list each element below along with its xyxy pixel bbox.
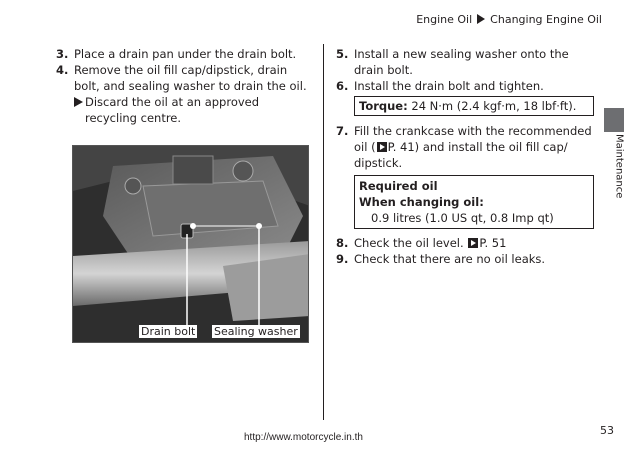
oil-level-page-reference[interactable]: P. 51 — [479, 236, 507, 250]
triangle-right-icon — [477, 14, 485, 24]
drain-bolt-photo — [72, 145, 309, 343]
step-7: 7. Fill the crankcase with the recommended oil ( P. 41) and install the oil fill cap/ dipstick. — [336, 124, 592, 170]
section-tab-label: Maintenance — [613, 134, 625, 199]
header-section: Engine Oil — [416, 13, 473, 26]
header-topic: Changing Engine Oil — [490, 13, 602, 26]
page-reference-icon — [468, 238, 478, 248]
torque-value: 24 N·m (2.4 kgf·m, 18 lbf·ft). — [411, 99, 577, 113]
column-divider — [323, 44, 324, 420]
step-6: 6. Install the drain bolt and tighten. — [336, 79, 544, 93]
page-number: 53 — [600, 424, 614, 437]
right-column — [336, 46, 594, 267]
left-column — [56, 46, 314, 126]
page-reference-icon — [377, 142, 387, 152]
triangle-right-icon — [74, 97, 83, 107]
when-changing-heading: When changing oil: — [359, 195, 484, 209]
engine-illustration — [73, 146, 309, 343]
page-header — [416, 13, 602, 26]
step-3: 3. Place a drain pan under the drain bolt. — [56, 47, 297, 61]
required-oil-value: 0.9 litres (1.0 US qt, 0.8 Imp qt) — [371, 211, 554, 225]
required-oil-box — [354, 175, 594, 229]
required-oil-heading: Required oil — [359, 179, 438, 193]
disposal-note: Discard the oil at an approved recycling centre. — [56, 94, 314, 126]
torque-label: Torque: — [359, 99, 408, 113]
sealing-washer-label: Sealing washer — [214, 325, 298, 338]
footer-url[interactable]: http://www.motorcycle.in.th — [244, 432, 363, 443]
step-8: 8. Check the oil level. P. 51 — [336, 236, 507, 250]
section-tab-marker — [604, 108, 624, 132]
step-4: 4. Remove the oil fill cap/dipstick, drain bolt, and sealing washer to drain the oil. — [56, 63, 307, 93]
drain-bolt-label: Drain bolt — [141, 325, 196, 338]
step-9: 9. Check that there are no oil leaks. — [336, 252, 546, 266]
oil-page-reference[interactable]: P. 41 — [387, 140, 415, 154]
step-5: 5. Install a new sealing washer onto the drain bolt. — [336, 47, 569, 77]
torque-box — [354, 96, 594, 116]
